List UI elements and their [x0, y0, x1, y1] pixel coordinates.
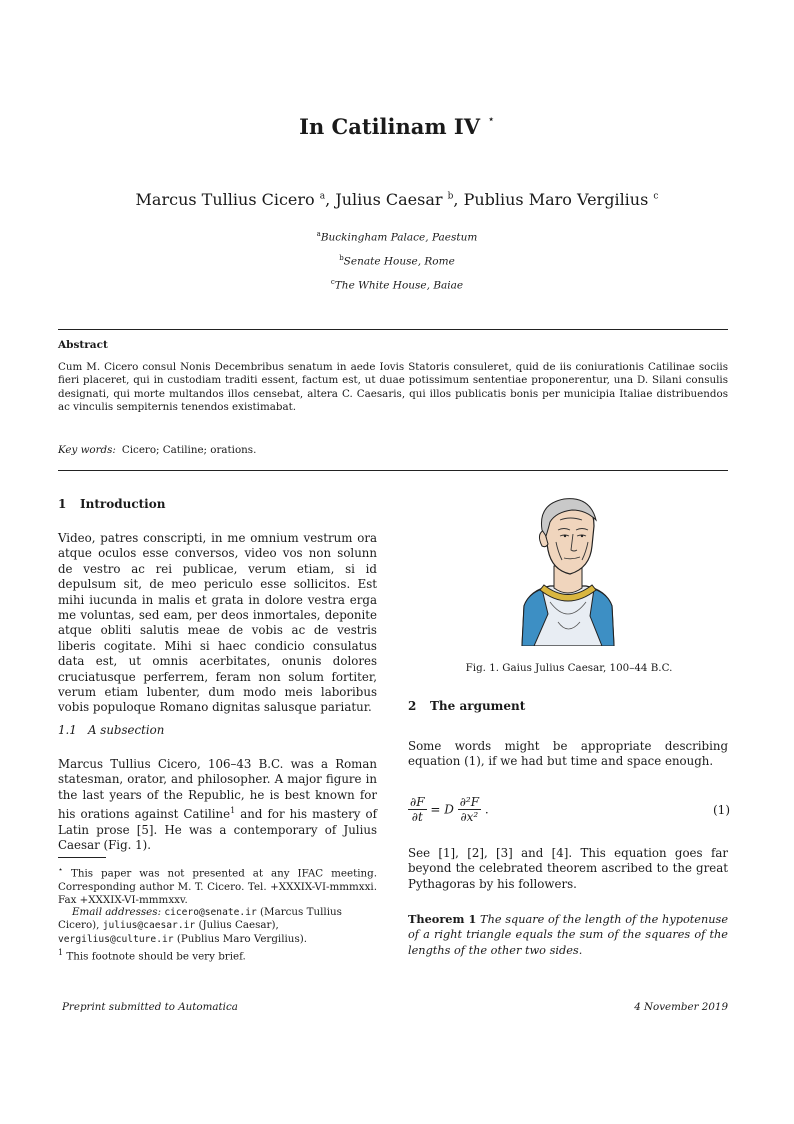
affiliation-mark: c — [330, 278, 335, 286]
abstract-top-rule — [58, 329, 728, 330]
theorem-label: Theorem 1 — [408, 912, 477, 926]
caesar-portrait-image — [520, 494, 616, 646]
fraction-denominator: ∂t — [411, 810, 423, 824]
fraction-numerator: ∂F — [410, 795, 425, 809]
affiliation — [0, 278, 794, 292]
author-affiliation-mark: a — [319, 191, 326, 202]
author-affiliation-mark: b — [447, 191, 454, 202]
introduction-paragraph: Video, patres conscripti, in me omnium vestrum ora atque oculos esse conversos, video vos non solunn de vestro ac rei publicae, verum etiam, si id depulsum sit, de meo periculo esse sollicitos. Est mihi iucunda in malis et grata in dolore vestra erga me voluntas, sed eam, per deos inmortales, deponite atque obliti salutis meae de vobis ac de vestris liberis cogitate. Mihi si haec condicio consulatus data est, ut omnis acerbitates, onunis dolores cruciatusque perferrem, feram non solum fortiter, verum etiam lubenter, dum modo meis laboribus vobis populoque Romano dignitas salusque pariatur. — [58, 531, 377, 715]
footnote-rule — [58, 857, 106, 858]
section-heading-introduction — [58, 497, 165, 511]
section-heading-argument — [408, 699, 525, 713]
caesar-portrait-figure — [520, 494, 616, 646]
eye — [581, 535, 583, 537]
footnote-star-text: This paper was not presented at any IFAC meeting. Corresponding author M. T. Cicero. Tel. +XXXIX-VI-mmmxxi. Fax +XXXIX-VI-mmmxxv. — [58, 867, 377, 907]
author-name: Marcus Tullius Cicero — [135, 190, 315, 209]
fraction-numerator: ∂²F — [459, 795, 480, 809]
author-name: Julius Caesar — [335, 190, 443, 209]
title-text: In Catilinam IV — [299, 114, 481, 139]
fraction-lhs — [408, 795, 427, 824]
keywords-label: Key words: — [58, 444, 116, 456]
section-number: 1 — [58, 497, 67, 511]
section-title: The argument — [430, 699, 526, 713]
author-name: Publius Maro Vergilius — [463, 190, 649, 209]
fraction-rhs — [458, 795, 481, 824]
theorem-1 — [408, 912, 728, 958]
paper-title — [0, 114, 794, 139]
fraction-denominator: ∂x² — [460, 810, 479, 824]
affiliation — [0, 254, 794, 268]
affiliation — [0, 230, 794, 244]
equation-1 — [408, 795, 730, 829]
section-number: 2 — [408, 699, 417, 713]
abstract-heading: Abstract — [58, 339, 108, 351]
email-address[interactable]: vergilius@culture.ir — [58, 933, 174, 945]
footnote-star-mark: ⋆ — [58, 865, 64, 874]
subsection-title: A subsection — [88, 723, 165, 737]
affiliation-mark: b — [339, 254, 344, 262]
equation-discussion: See [1], [2], [3] and [4]. This equation goes far beyond the celebrated theorem ascribed to the great Pythagoras by his followers. — [408, 846, 728, 891]
equation-end: . — [484, 802, 489, 817]
author-list: Marcus Tullius Cicero $^a$, Julius Caesar $^b$, Publius Maro Vergilius $^c$ — [135, 190, 659, 209]
theorem-text: The square of the length of the hypotenuse of a right triangle equals the sum of the squares of the lengths of the other two sides. — [408, 913, 729, 957]
email-owner: (Julius Caesar), — [198, 919, 279, 932]
section-title: Introduction — [80, 497, 166, 511]
footnote-1 — [58, 946, 377, 964]
footnote-1-mark: 1 — [58, 948, 64, 957]
email-address[interactable]: cicero@senate.ir — [164, 907, 257, 918]
footnote-emails — [58, 906, 377, 946]
abstract-bottom-rule — [58, 470, 728, 471]
affiliation-text: Senate House, Rome — [343, 255, 455, 268]
footnote-1-text: This footnote should be very brief. — [66, 950, 246, 963]
equation-middle: = D — [430, 802, 454, 817]
keywords-text: Cicero; Catiline; orations. — [121, 444, 257, 456]
subsection-text-continued: and for his mastery of Latin prose [5]. He was a contemporary of Julius Caesar (Fig. 1). — [58, 807, 377, 852]
footnote-star — [58, 863, 377, 907]
eye — [564, 535, 566, 537]
subsection-paragraph — [58, 757, 377, 853]
figure-caption: Fig. 1. Gaius Julius Caesar, 100–44 B.C. — [465, 662, 673, 674]
equation-number: (1) — [713, 803, 730, 817]
email-owner: (Publius Maro Vergilius). — [176, 932, 308, 945]
footer-date: 4 November 2019 — [634, 1001, 728, 1013]
argument-paragraph: Some words might be appropriate describing equation (1), if we had but time and space enough. — [408, 739, 728, 769]
subsection-number: 1.1 — [58, 723, 77, 737]
author-affiliation-mark: c — [653, 191, 659, 202]
subsection-text: Marcus Tullius Cicero, 106–43 B.C. was a Roman statesman, orator, and philosopher. A major figure in the last years of the Republic, he is best known for his orations against Catiline — [58, 757, 377, 822]
affiliation-text: The White House, Baiae — [334, 279, 464, 292]
email-owner: (Marcus Tullius Cicero), — [58, 906, 342, 932]
title-footnote-mark: ⋆ — [487, 112, 495, 126]
email-address[interactable]: julius@caesar.ir — [102, 920, 196, 932]
footer-left: Preprint submitted to Automatica — [62, 1001, 238, 1013]
subsection-heading — [58, 723, 164, 737]
footnote-ref: 1 — [230, 806, 236, 816]
affiliation-mark: a — [316, 230, 321, 238]
email-label: Email addresses: — [72, 906, 162, 918]
keywords — [58, 444, 256, 456]
abstract-text: Cum M. Cicero consul Nonis Decembribus senatum in aede Iovis Statoris consuleret, quid de iis coniurationis Catilinae sociis fieri placeret, qui in custodiam traditi essent, factum est, ut duae potissimum sententiae proponerentur, una D. Silani consulis designati, qui morte multandos illos censebat, altera C. Caesaris, qui illos publicatis bonis per municipia Italiae distribuendos ac vinculis sempiternis tenendos existimabat. — [58, 361, 728, 413]
affiliation-text: Buckingham Palace, Paestum — [320, 231, 478, 244]
